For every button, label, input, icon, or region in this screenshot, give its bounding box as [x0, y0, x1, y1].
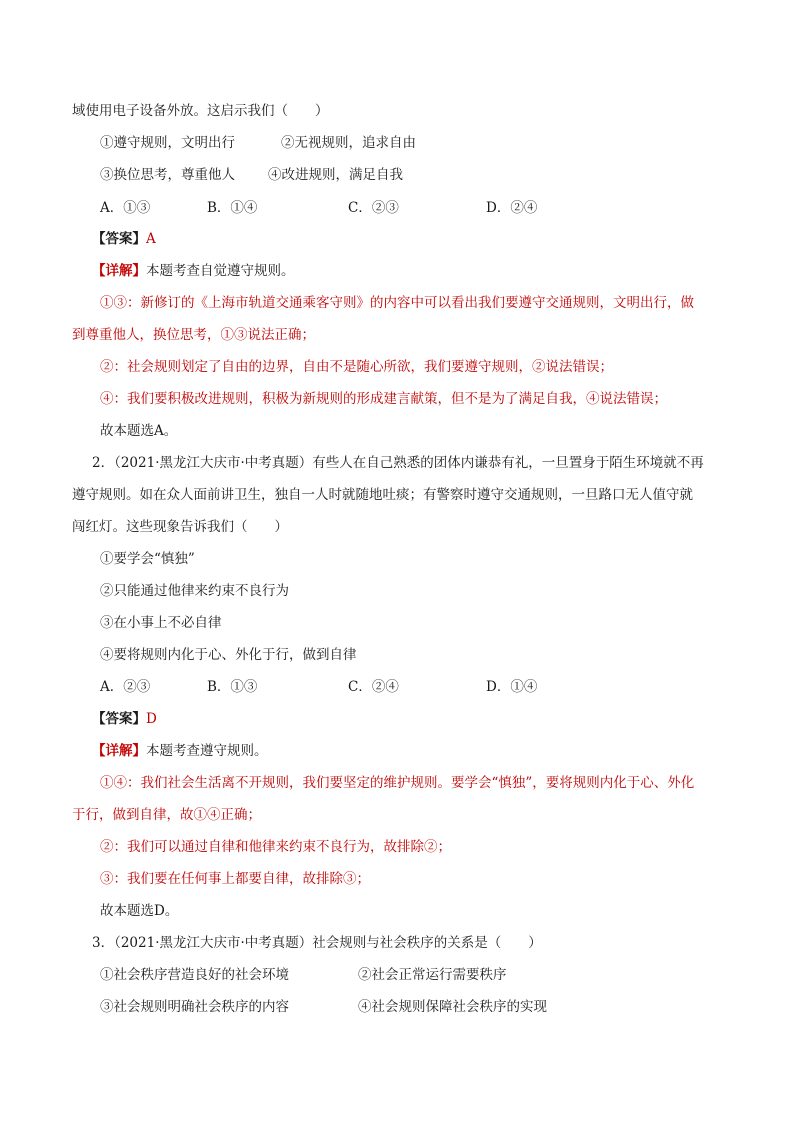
- q3-stem: 3．（2021·黑龙江大庆市·中考真题）社会规则与社会秩序的关系是（ ）: [92, 935, 542, 951]
- q1-explanation-3: ④：我们要积极改进规则，积极为新规则的形成建言献策，但不是为了满足自我，④说法错误；: [100, 391, 667, 407]
- q1-statement-1: ①遵守规则，文明出行: [100, 135, 235, 151]
- q1-explanation-1-line-1: ①③：新修订的《上海市轨道交通乘客守则》的内容中可以看出我们要遵守交通规则，文明出行，做: [100, 295, 694, 311]
- q2-answer: [92, 709, 157, 729]
- answer-value: D: [146, 711, 157, 727]
- q2-explanation-3: ③：我们要在任何事上都要自律，故排除③；: [100, 871, 370, 887]
- q1-statement-4: ④改进规则，满足自我: [268, 167, 403, 183]
- q2-stem-line-3: 闯红灯。这些现象告诉我们（ ）: [72, 519, 288, 535]
- detail-label: 【详解】: [92, 743, 146, 759]
- q2-stem-line-2: 遵守规则。如在众人面前讲卫生，独自一人时就随地吐痰；有警察时遵守交通规则，一旦路口无人值守就: [72, 487, 693, 503]
- q1-explanation-2: ②：社会规则划定了自由的边界，自由不是随心所欲，我们要遵守规则，②说法错误；: [100, 359, 613, 375]
- q2-statement-2: ②只能通过他律来约束不良行为: [100, 583, 289, 599]
- q2-option-d: D．①④: [486, 679, 538, 695]
- q1-statement-3: ③换位思考，尊重他人: [100, 167, 235, 183]
- q3-statement-1: ①社会秩序营造良好的社会环境: [100, 967, 289, 983]
- q3-statement-4: ④社会规则保障社会秩序的实现: [358, 999, 547, 1015]
- q3-statement-2: ②社会正常运行需要秩序: [358, 967, 507, 983]
- q2-explanation-1-line-1: ①④：我们社会生活离不开规则，我们要坚定的维护规则。要学会“慎独”，要将规则内化于心、外化: [100, 775, 695, 791]
- q1-statement-2: ②无视规则，追求自由: [281, 135, 416, 151]
- q2-statement-3: ③在小事上不必自律: [100, 615, 222, 631]
- q1-explanation-1-line-2: 到尊重他人，换位思考，①③说法正确；: [72, 327, 315, 343]
- q2-option-c: C．②④: [348, 679, 399, 695]
- q2-explanation-1-line-2: 于行，做到自律，故①④正确；: [72, 807, 261, 823]
- q1-option-d: D．②④: [486, 200, 538, 216]
- q2-conclusion: 故本题选D。: [100, 903, 179, 919]
- q1-answer: [92, 229, 156, 249]
- detail-label: 【详解】: [92, 263, 146, 279]
- answer-label: 【答案】: [92, 711, 146, 727]
- q2-explanation-2: ②：我们可以通过自律和他律来约束不良行为，故排除②；: [100, 839, 451, 855]
- answer-value: A: [146, 231, 156, 247]
- q2-option-b: B．①③: [207, 679, 258, 695]
- q1-option-a: A．①③: [100, 200, 151, 216]
- q2-statement-4: ④要将规则内化于心、外化于行，做到自律: [100, 647, 357, 663]
- q2-statement-1: ①要学会“慎独”: [100, 551, 195, 567]
- q1-detail: [92, 261, 295, 281]
- q3-statement-3: ③社会规则明确社会秩序的内容: [100, 999, 289, 1015]
- detail-intro: 本题考查自觉遵守规则。: [146, 263, 295, 279]
- q1-option-b: B．①④: [207, 200, 258, 216]
- q2-stem-line-1: 2．（2021·黑龙江大庆市·中考真题）有些人在自己熟悉的团体内谦恭有礼，一旦置身于陌生环境就不再: [92, 455, 704, 471]
- q1-conclusion: 故本题选A。: [100, 423, 178, 439]
- q1-stem-tail: 域使用电子设备外放。这启示我们（ ）: [72, 103, 329, 119]
- q2-option-a: A．②③: [100, 679, 151, 695]
- q1-option-c: C．②③: [348, 200, 399, 216]
- q2-detail: [92, 741, 268, 761]
- answer-label: 【答案】: [92, 231, 146, 247]
- detail-intro: 本题考查遵守规则。: [146, 743, 268, 759]
